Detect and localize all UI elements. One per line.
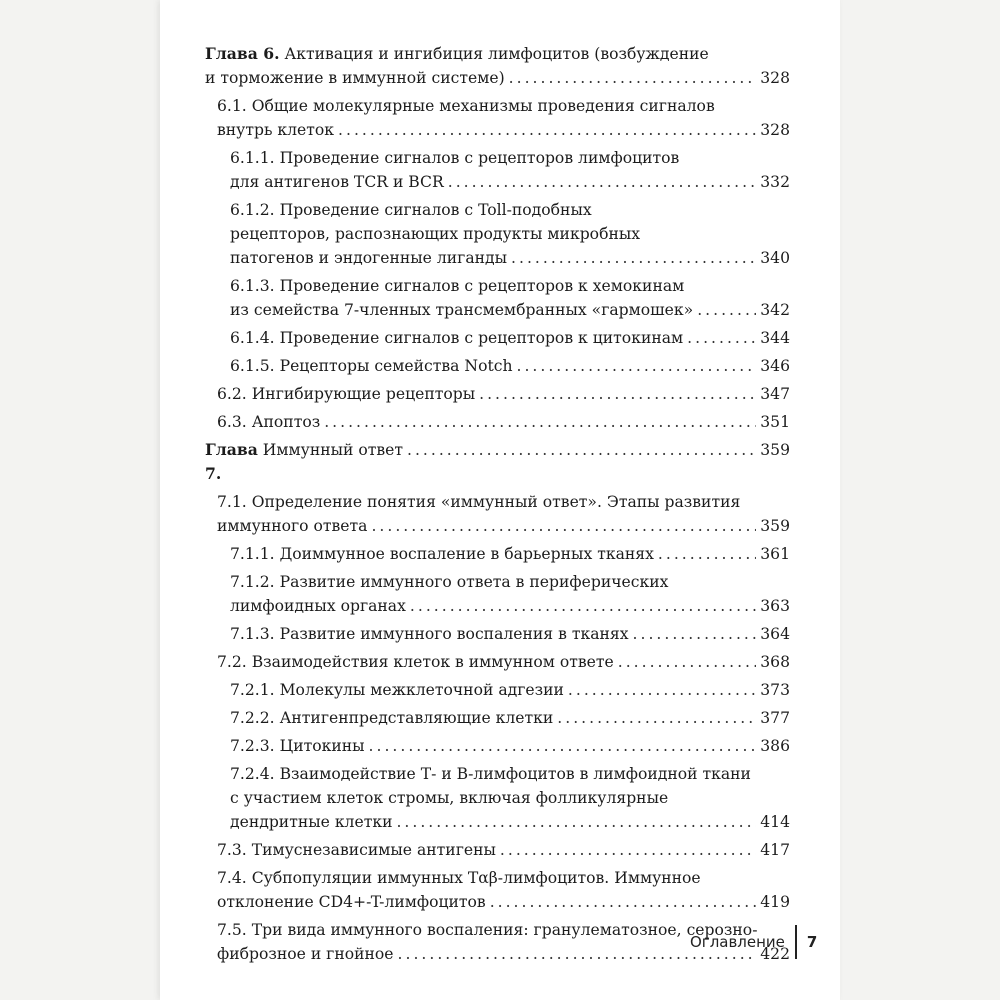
- toc-entry-text: 6.3. Апоптоз: [217, 413, 321, 431]
- leader-dots: [410, 594, 756, 618]
- leader-dots: [448, 170, 757, 194]
- toc-chapter-entry: [205, 438, 790, 486]
- toc-page-number: 340: [760, 249, 790, 267]
- toc-page-number: 344: [760, 329, 790, 347]
- toc-entry-text: 7.5. Три вида иммунного воспаления: гранулематозное, серозно-: [217, 921, 758, 939]
- toc-entry-text: 7.1.2. Развитие иммунного ответа в периферических: [230, 573, 669, 591]
- toc-page-number: 332: [760, 173, 790, 191]
- page-number: 7: [806, 933, 818, 951]
- running-title: Оглавление: [690, 933, 785, 951]
- toc-entry-text: 6.1.2. Проведение сигналов с Toll-подобных: [230, 201, 592, 219]
- leader-dots: [490, 890, 757, 914]
- toc-page-number: 417: [760, 841, 790, 859]
- toc-entry: [205, 762, 790, 834]
- toc-page-number: 419: [760, 893, 790, 911]
- leader-dots: [338, 118, 756, 142]
- toc-entry-text: и торможение в иммунной системе): [205, 69, 505, 87]
- toc-entry-text: 6.1.1. Проведение сигналов с рецепторов лимфоцитов: [230, 149, 680, 167]
- leader-dots: [511, 246, 756, 270]
- toc-entry-text: 6.2. Ингибирующие рецепторы: [217, 385, 476, 403]
- toc-entry: [205, 274, 790, 322]
- toc-entry-text: из семейства 7-членных трансмембранных «гармошек»: [230, 301, 694, 319]
- toc-chapter-entry: [205, 42, 790, 90]
- toc-entry-text: 7.2.1. Молекулы межклеточной адгезии: [230, 681, 564, 699]
- toc-entry: [205, 706, 790, 730]
- toc-entry-text: 7.3. Тимуснезависимые антигены: [217, 841, 496, 859]
- toc-entry-text: 6.1.5. Рецепторы семейства Notch: [230, 357, 513, 375]
- toc-entry-text: 6.1.4. Проведение сигналов с рецепторов к цитокинам: [230, 329, 684, 347]
- toc-entry-text: рецепторов, распознающих продукты микробных: [230, 225, 641, 243]
- toc-entry: [205, 734, 790, 758]
- table-of-contents: [205, 42, 790, 970]
- toc-entry-text: 7.4. Субпопуляции иммунных Tαβ-лимфоцитов. Иммунное: [217, 869, 701, 887]
- toc-entry-text: 7.1.3. Развитие иммунного воспаления в тканях: [230, 625, 629, 643]
- toc-page-number: 346: [760, 357, 790, 375]
- leader-dots: [697, 298, 756, 322]
- toc-entry: [205, 326, 790, 350]
- toc-entry-text: дендритные клетки: [230, 813, 393, 831]
- toc-entry: [205, 542, 790, 566]
- leader-dots: [687, 326, 756, 350]
- toc-page-number: 364: [760, 625, 790, 643]
- toc-entry-text: фиброзное и гнойное: [217, 945, 394, 963]
- toc-entry: [205, 622, 790, 646]
- toc-page-number: 359: [760, 517, 790, 535]
- toc-page-number: 361: [760, 545, 790, 563]
- toc-entry-text: 7.1. Определение понятия «иммунный ответ». Этапы развития: [217, 493, 741, 511]
- toc-entry-text: отклонение CD4+-T-лимфоцитов: [217, 893, 486, 911]
- toc-entry-text: внутрь клеток: [217, 121, 335, 139]
- toc-page-number: 363: [760, 597, 790, 615]
- toc-entry: [205, 94, 790, 142]
- toc-entry: [205, 678, 790, 702]
- toc-entry-text: иммунного ответа: [217, 517, 368, 535]
- leader-dots: [479, 382, 756, 406]
- toc-entry: [205, 354, 790, 378]
- toc-entry: [205, 838, 790, 862]
- toc-page-number: 414: [760, 813, 790, 831]
- leader-dots: [557, 706, 756, 730]
- toc-entry: [205, 410, 790, 434]
- toc-entry-text: патогенов и эндогенные лиганды: [230, 249, 508, 267]
- leader-dots: [509, 66, 757, 90]
- toc-entry-text: с участием клеток стромы, включая фолликулярные: [230, 789, 669, 807]
- toc-page-number: 328: [760, 69, 790, 87]
- toc-entry: [205, 490, 790, 538]
- chapter-label: Глава 7.: [205, 440, 258, 483]
- leader-dots: [371, 514, 756, 538]
- toc-entry: [205, 198, 790, 270]
- leader-dots: [407, 438, 756, 462]
- toc-entry-text: 6.1. Общие молекулярные механизмы проведения сигналов: [217, 97, 715, 115]
- toc-entry-text: Иммунный ответ: [262, 441, 404, 459]
- leader-dots: [396, 810, 756, 834]
- toc-entry: [205, 146, 790, 194]
- toc-page-number: 422: [760, 945, 790, 963]
- footer-divider: [795, 925, 797, 959]
- toc-entry-text: лимфоидных органах: [230, 597, 406, 615]
- toc-page-number: 328: [760, 121, 790, 139]
- leader-dots: [324, 410, 756, 434]
- toc-page-number: 342: [760, 301, 790, 319]
- toc-page-number: 347: [760, 385, 790, 403]
- leader-dots: [618, 650, 756, 674]
- leader-dots: [633, 622, 757, 646]
- page-footer: [690, 925, 817, 959]
- toc-page-number: 368: [760, 653, 790, 671]
- chapter-label: Глава 6.: [205, 44, 280, 63]
- toc-entry: [205, 382, 790, 406]
- toc-entry-text: 7.2. Взаимодействия клеток в иммунном ответе: [217, 653, 614, 671]
- toc-entry-text: 7.2.4. Взаимодействие Т- и В-лимфоцитов в лимфоидной ткани: [230, 765, 751, 783]
- toc-entry-text: Активация и ингибиция лимфоцитов (возбуждение: [284, 45, 709, 63]
- toc-page-number: 386: [760, 737, 790, 755]
- toc-entry-text: 7.1.1. Доиммунное воспаление в барьерных тканях: [230, 545, 654, 563]
- toc-entry: [205, 650, 790, 674]
- toc-page-number: 373: [760, 681, 790, 699]
- leader-dots: [568, 678, 756, 702]
- toc-page-number: 359: [760, 441, 790, 459]
- leader-dots: [517, 354, 757, 378]
- toc-entry-text: для антигенов TCR и BCR: [230, 173, 444, 191]
- toc-entry-text: 7.2.3. Цитокины: [230, 737, 365, 755]
- leader-dots: [500, 838, 756, 862]
- toc-entry: [205, 570, 790, 618]
- leader-dots: [369, 734, 757, 758]
- toc-page-number: 377: [760, 709, 790, 727]
- toc-entry-text: 7.2.2. Антигенпредставляющие клетки: [230, 709, 554, 727]
- toc-entry-text: 6.1.3. Проведение сигналов с рецепторов к хемокинам: [230, 277, 685, 295]
- toc-entry: [205, 866, 790, 914]
- leader-dots: [658, 542, 756, 566]
- toc-page-number: 351: [760, 413, 790, 431]
